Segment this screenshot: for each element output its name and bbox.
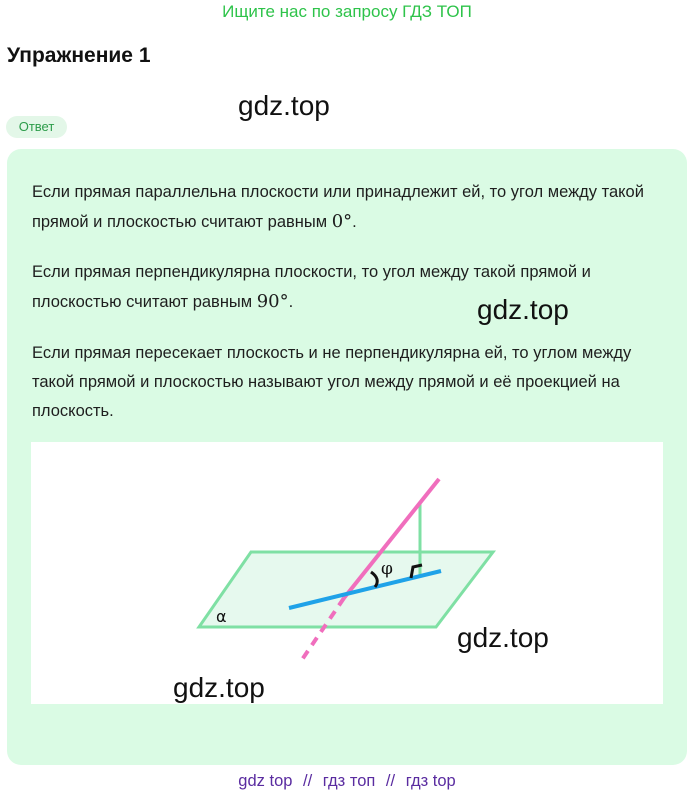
watermark: gdz.top: [173, 672, 265, 703]
footer-link-3[interactable]: гдз top: [405, 772, 456, 790]
answer-badge[interactable]: Ответ: [6, 116, 67, 138]
page-title: Упражнение 1: [7, 44, 151, 67]
answer-paragraph-3: Если прямая пересекает плоскость и не перпендикулярна ей, то углом между такой прямой и плоскостью называют угол между прямой и её проекцией на плоскость.: [32, 344, 632, 420]
footer-separator: //: [385, 772, 396, 790]
answer-paragraph-2: Если прямая перпендикулярна плоскости, то угол между такой прямой и плоскостью считают равным 90°.: [32, 263, 591, 312]
footer-link-2[interactable]: гдз топ: [322, 772, 376, 790]
footer-separator: //: [303, 772, 313, 790]
angle-phi-label: φ: [381, 559, 393, 579]
angle-diagram: [31, 442, 663, 704]
value-zero-degrees: 0°: [331, 211, 353, 232]
plane-alpha-label: α: [216, 607, 227, 626]
watermark: gdz.top: [457, 622, 549, 653]
footer-link-1[interactable]: gdz top: [238, 772, 293, 790]
watermark: gdz.top: [477, 294, 569, 325]
watermark: gdz.top: [238, 90, 330, 121]
angle-diagram-svg: [31, 442, 663, 704]
search-hint-link[interactable]: Ищите нас по запросу ГДЗ ТОП: [222, 2, 472, 21]
value-ninety-degrees: 90°: [256, 291, 289, 312]
plane-alpha: [199, 552, 493, 627]
answer-paragraph-1: Если прямая параллельна плоскости или принадлежит ей, то угол между такой прямой и плоскостью считают равным 0°.: [32, 183, 644, 232]
footer-links: [0, 772, 694, 791]
